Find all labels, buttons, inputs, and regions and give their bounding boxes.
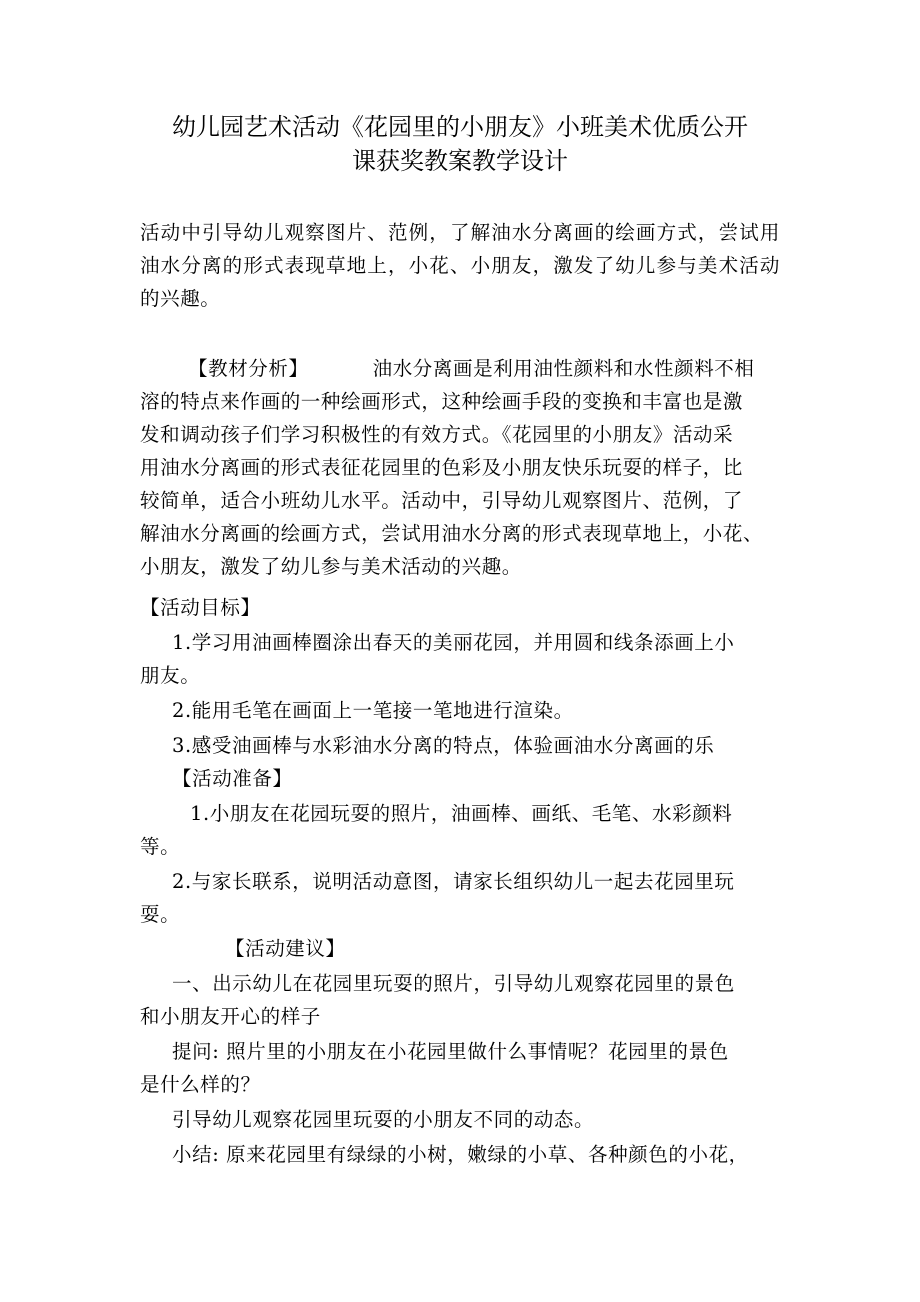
goal-item-1-cont: 朋友。 (140, 664, 201, 687)
question-line-cont: 是什么样的？ (140, 1073, 261, 1096)
document-title (140, 110, 780, 178)
prep-item-2-cont: 耍。 (140, 903, 181, 926)
goal-item-3: 3.感受油画棒与水彩油水分离的特点，体验画油水分离画的乐 (172, 734, 715, 757)
summary-line: 小结: 原来花园里有绿绿的小树，嫩绿的小草、各种颜色的小花， (172, 1143, 749, 1166)
title-line-2: 课获奖教案教学设计 (352, 147, 568, 175)
analysis-line: 解油水分离画的绘画方式，尝试用油水分离的形式表现草地上，小花、 (140, 522, 764, 545)
analysis-line: 小朋友，激发了幼儿参与美术活动的兴趣。 (140, 555, 522, 578)
goals-heading: 【活动目标】 (140, 596, 261, 619)
suggestion-step-1: 一、出示幼儿在花园里玩耍的照片，引导幼儿观察花园里的景色 (172, 972, 735, 995)
suggestions-heading: 【活动建议】 (225, 937, 346, 960)
goal-item-1: 1.学习用油画棒圈涂出春天的美丽花园，并用圆和线条添画上小 (172, 631, 735, 654)
analysis-line: 发和调动孩子们学习积极性的有效方式。《花园里的小朋友》活动采 (140, 423, 734, 446)
suggestion-step-1-cont: 和小朋友开心的样子 (140, 1005, 321, 1028)
preparation-heading: 【活动准备】 (172, 767, 293, 790)
question-line: 提问: 照片里的小朋友在小花园里做什么事情呢？花园里的景色 (172, 1040, 729, 1063)
analysis-line: 用油水分离画的形式表征花园里的色彩及小朋友快乐玩耍的样子，比 (140, 456, 744, 479)
analysis-heading: 【教材分析】 (188, 357, 309, 380)
analysis-line: 溶的特点来作画的一种绘画形式，这种绘画手段的变换和丰富也是激 (140, 390, 744, 413)
analysis-text-start: 油水分离画是利用油性颜料和水性颜料不相 (372, 357, 755, 380)
guide-line: 引导幼儿观察花园里玩耍的小朋友不同的动态。 (172, 1108, 595, 1131)
analysis-first-line (188, 352, 828, 385)
intro-paragraph: 活动中引导幼儿观察图片、范例，了解油水分离画的绘画方式，尝试用油水分离的形式表现草地上，小花、小朋友，激发了幼儿参与美术活动的兴趣。 (140, 221, 780, 310)
title-line-1: 幼儿园艺术活动《花园里的小朋友》小班美术优质公开 (172, 113, 748, 141)
analysis-line: 较简单，适合小班幼儿水平。活动中，引导幼儿观察图片、范例，了 (140, 489, 744, 512)
prep-item-1: 1.小朋友在花园玩耍的照片，油画棒、画纸、毛笔、水彩颜料 (190, 802, 733, 825)
prep-item-1-cont: 等。 (140, 835, 181, 858)
goal-item-2: 2.能用毛笔在画面上一笔接一笔地进行渲染。 (172, 699, 574, 722)
prep-item-2: 2.与家长联系，说明活动意图，请家长组织幼儿一起去花园里玩 (172, 870, 735, 893)
